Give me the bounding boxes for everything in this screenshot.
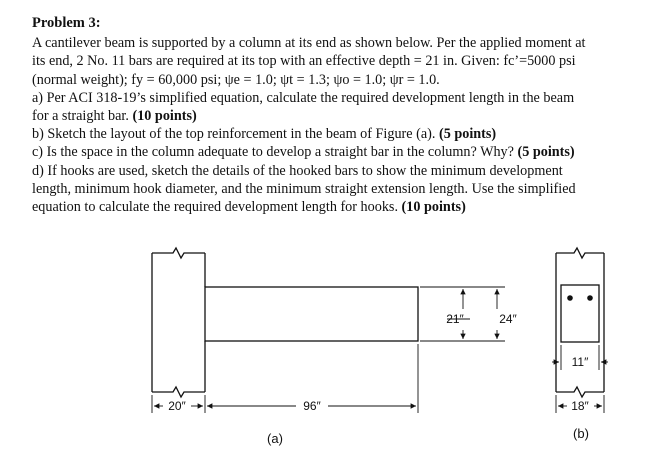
inner-dim-label: 11″ (571, 355, 589, 369)
section-break-top (556, 248, 604, 258)
intro-line-1: A cantilever beam is supported by a column at its end as shown below. Per the applied moment at (32, 35, 586, 52)
problem-title: Problem 3: (32, 15, 101, 31)
column-break-bottom (152, 387, 205, 397)
span-dim-label: 96″ (303, 399, 321, 413)
column-break-top (152, 248, 205, 258)
part-d-line-1: d) If hooks are used, sketch the details of the hooked bars to show the minimum development (32, 162, 563, 179)
figure-a (152, 248, 505, 413)
part-a-line-2: for a straight bar. (32, 108, 129, 125)
beam-section (561, 285, 599, 342)
column-outline (152, 253, 205, 392)
column-section-outline (556, 253, 604, 392)
beam-outline (205, 287, 418, 341)
figure-a-caption: (a) (267, 431, 283, 446)
figure-b-caption: (b) (573, 426, 589, 441)
height-dim-label: 24″ (499, 312, 517, 326)
rebar-right (587, 295, 593, 301)
part-d-line-3: equation to calculate the required development length for hooks. (32, 199, 398, 216)
column-dim-label: 20″ (168, 399, 186, 413)
rebar-left (567, 295, 573, 301)
part-c-text: c) Is the space in the column adequate to develop a straight bar in the column? Why? (32, 144, 514, 161)
part-b-text: b) Sketch the layout of the top reinforcement in the beam of Figure (a). (32, 126, 436, 143)
width-dim-label: 18″ (571, 399, 589, 413)
part-c-points: (5 points) (517, 144, 575, 161)
figure-b (552, 248, 608, 413)
part-a-line-1: a) Per ACI 318-19’s simplified equation, calculate the required development length in the beam (32, 89, 575, 106)
intro-line-2: its end, 2 No. 11 bars are required at its top with an effective depth = 21 in. Given: fc’=5000 psi (32, 53, 576, 70)
part-a-points: (10 points) (132, 108, 197, 125)
intro-line-3: (normal weight); fy = 60,000 psi; ψe = 1.0; ψt = 1.3; ψo = 1.0; ψr = 1.0. (32, 71, 440, 88)
section-break-bottom (556, 387, 604, 397)
part-d-points: (10 points) (401, 199, 466, 216)
depth-dim-label: 21″ (446, 312, 464, 326)
part-d-line-2: length, minimum hook diameter, and the minimum straight extension length. Use the simplified (32, 180, 576, 197)
part-b-points: (5 points) (438, 126, 497, 143)
